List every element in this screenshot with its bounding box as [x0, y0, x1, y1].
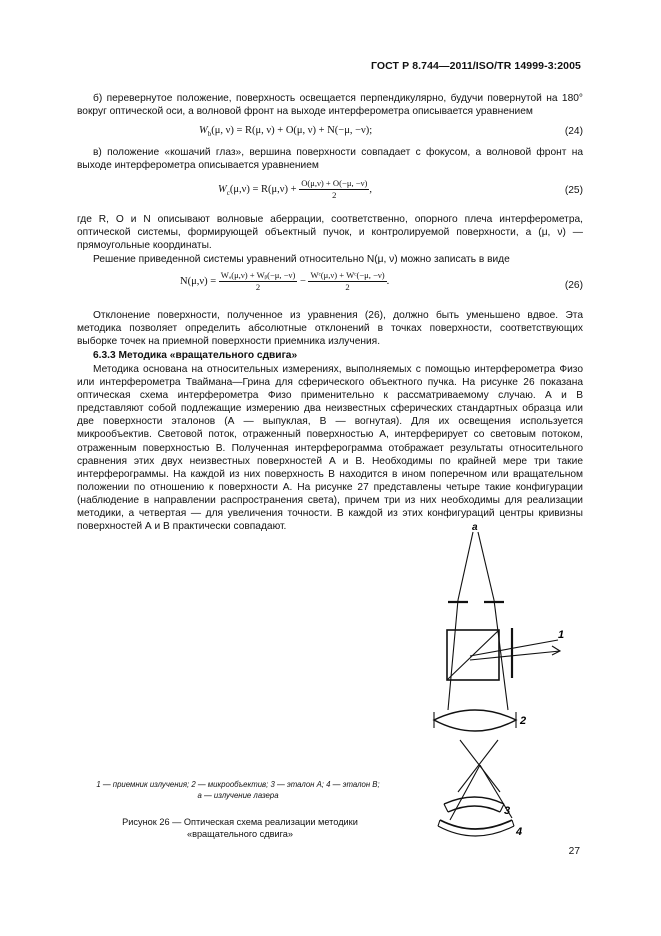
beam-to-detector-2 [470, 651, 560, 660]
figure-legend [78, 779, 398, 801]
caption-line-1: Рисунок 26 — Оптическая схема реализации методики [122, 817, 358, 827]
etalon-b-surface [440, 820, 512, 829]
equation-25-number: (25) [564, 185, 583, 196]
equation-26: N(μ,ν) = $\frac{\text{Wₐ(μ,ν) + Wᵦ(−μ, −ν)}}{2}$ − $\frac{\text{Wᶜ(μ,ν) + Wᶜ(−μ, −ν)}}{2}$ . [180, 270, 390, 292]
ray-right-upper [478, 532, 494, 600]
etalon-b-back [438, 826, 514, 836]
figure-caption [100, 817, 380, 840]
figure-label-1: 1 [558, 629, 565, 641]
etalon-b-edge-left [438, 820, 440, 826]
caption-line-2: «вращательного сдвига» [186, 828, 294, 839]
optical-scheme-diagram [420, 520, 580, 840]
paragraph-b: б) перевернутое положение, поверхность освещается перпендикулярно, будучи повернутой на 180° вокруг оптической оси, а волновой фронт на выходе интерферометра описывается уравнением [77, 93, 583, 118]
paragraph-deviation: Отклонение поверхности, полученное из уравнения (26), должно быть уменьшено вдвое. Эта методика позволяет определить абсолютные отклонений в точках поверхности, соответствующих выборке точек на приемной поверхности приемника излучения. [77, 310, 583, 348]
paragraph-where: где R, O и N описывают волновые аберрации, соответственно, опорного плеча интерферометра, оптической системы, формирующей объектный пучок, и контролируемой поверхности, а (μ, ν) — прямоугольные координаты. [77, 214, 583, 252]
beam-to-detector [470, 640, 558, 656]
equation-26-number: (26) [564, 280, 583, 291]
equation-25: $W_c(\mu,\nu) = R(\mu,\nu)$ + $\frac{O(\mu,\nu) + O(-\mu, -\nu)}{2}$ , [218, 178, 372, 200]
ray-lower-c [450, 765, 480, 820]
figure-label-3: 3 [504, 805, 511, 817]
etalon-b-edge-right [512, 820, 514, 826]
figure-label-2: 2 [520, 715, 527, 727]
legend-line-2: a — излучение лазера [197, 791, 279, 800]
microobjective-lens [434, 710, 516, 731]
paragraph-solution: Решение приведенной системы уравнений относительно N(μ, ν) можно записать в виде [93, 254, 510, 265]
page-number: 27 [568, 846, 580, 857]
figure-label-4: 4 [516, 826, 523, 838]
paragraph-c: в) положение «кошачий глаз», вершина поверхности совпадает с фокусом, а волновой фронт на выходе интерферометра описывается уравнением [77, 147, 583, 172]
beam-arrow [552, 646, 560, 655]
ray-left-mid [448, 600, 458, 710]
etalon-a-inner [448, 806, 500, 812]
document-header: ГОСТ Р 8.744—2011/ISO/TR 14999-3:2005 [370, 60, 581, 72]
ray-left-upper [458, 532, 473, 600]
figure-label-a: a [472, 522, 478, 533]
legend-line-1: 1 — приемник излучения; 2 — микрообъектив; 3 — эталон А; 4 — эталон В; [96, 780, 380, 789]
etalon-a-edge-left [444, 804, 448, 812]
etalon-a-outer [444, 797, 504, 804]
section-heading: 6.3.3 Методика «вращательного сдвига» [93, 350, 298, 361]
equation-24-number: (24) [564, 126, 583, 137]
paragraph-method: Методика основана на относительных измерениях, выполняемых с помощью интерферометра Физо или интерферометра Тваймана—Грина для сферического объектного пучка. На рисунке 26 показана оптическая схема интерферометра Физо применительно к рассматриваемому случаю. А и В представляют собой подлежащие измерению два неизвестных сферических стандартных образца или две поверхности эталонов (А — выпуклая, В — вогнутая). Для их освещения используется микрообъектив. Световой поток, отраженный поверхностью А, интерферирует со световым потоком, отраженным поверхностью В. Полученная интерферограмма отображает результаты относительного сравнения этих двух неизвестных поверхностей А и В. Необходимы по крайней мере три такие интерферограммы. На каждой из них поверхность В находится в ином поперечном или вращательном положении по отношению к поверхности А. На рисунке 27 представлены четыре такие конфигурации (наблюдение в направлении распространения света), причем три из них необходимы для реализации методики, а четвертая — для увеличения точности. В каждой из этих конфигураций центры кривизны поверхностей А и В практически совпадают. [77, 364, 583, 533]
optical-scheme-figure [420, 520, 580, 845]
ray-right-mid [494, 600, 508, 710]
equation-24: $W_b(\mu$, ν) = R(μ, ν) + O(μ, ν) + N(−μ, −ν); [199, 125, 373, 139]
